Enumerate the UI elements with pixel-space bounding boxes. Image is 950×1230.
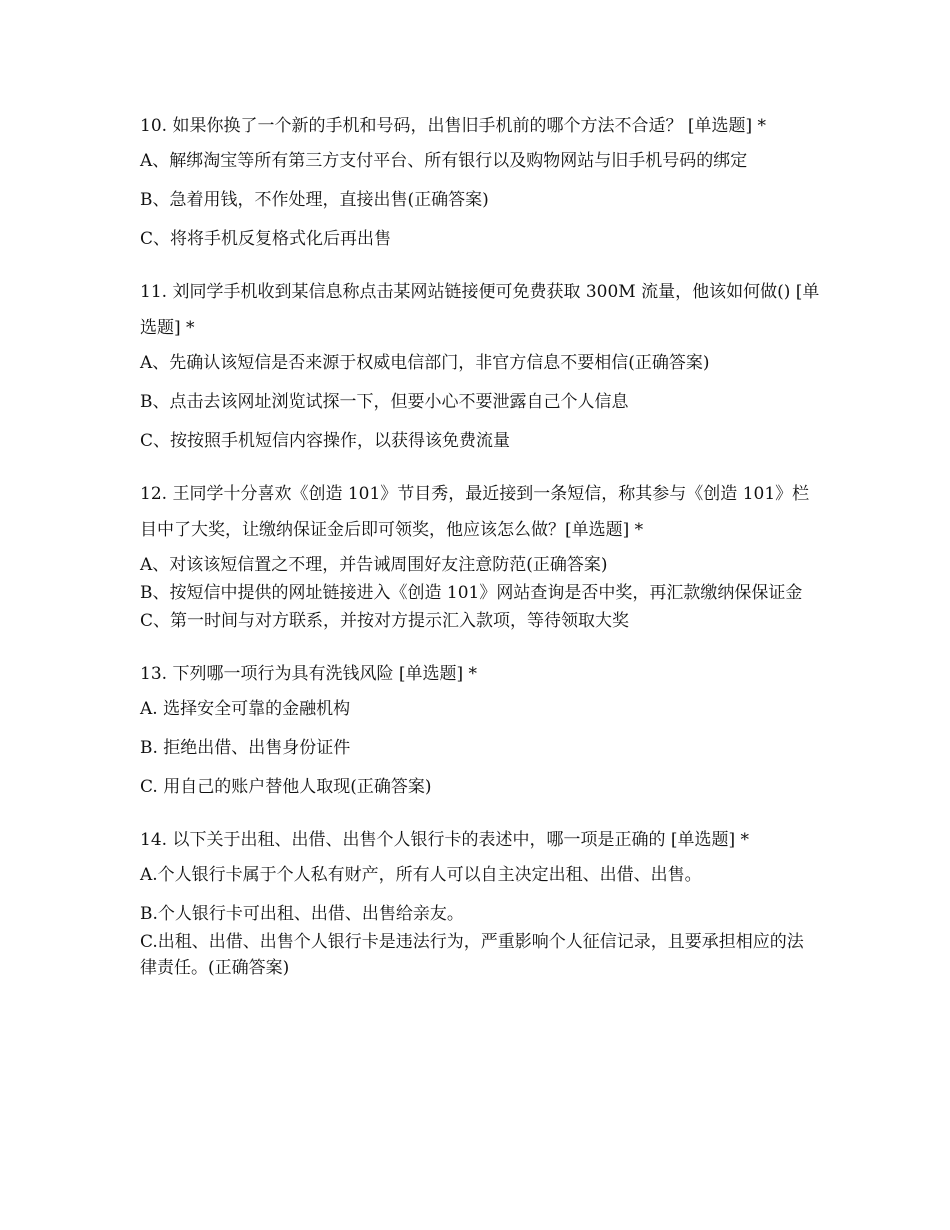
option-b: B、按短信中提供的网址链接进入《创造 101》网站查询是否中奖，再汇款缴纳保保证金 [140, 583, 803, 603]
option-c: C、按按照手机短信内容操作，以获得该免费流量 [140, 431, 511, 451]
question-13 [140, 656, 820, 800]
option-b: B.个人银行卡可出租、出借、出售给亲友。 [140, 904, 464, 924]
option-c: C、第一时间与对方联系，并按对方提示汇入款项，等待领取大奖 [140, 611, 630, 631]
option-a: A、对该该短信置之不理，并告诫周围好友注意防范(正确答案) [140, 555, 608, 575]
option-c: C.出租、出借、出售个人银行卡是违法行为，严重影响个人征信记录，且要承担相应的法律责任。(正确答案) [140, 932, 804, 978]
question-11 [140, 274, 820, 454]
document-page [140, 108, 820, 1003]
question-title: 12. 王同学十分喜欢《创造 101》节目秀，最近接到一条短信，称其参与《创造 101》栏目中了大奖，让缴纳保证金后即可领奖，他应该怎么做？[单选题] * [140, 484, 810, 540]
option-c: C. 用自己的账户替他人取现(正确答案) [140, 777, 432, 797]
question-14 [140, 822, 820, 981]
question-title: 10. 如果你换了一个新的手机和号码，出售旧手机前的哪个方法不合适？ [单选题] * [140, 116, 767, 136]
option-a: A、解绑淘宝等所有第三方支付平台、所有银行以及购物网站与旧手机号码的绑定 [140, 151, 748, 171]
option-a: A.个人银行卡属于个人私有财产，所有人可以自主决定出租、出借、出售。 [140, 865, 702, 885]
option-b: B. 拒绝出借、出售身份证件 [140, 738, 351, 758]
question-title: 11. 刘同学手机收到某信息称点击某网站链接便可免费获取 300M 流量，他该如何做() [单选题] * [140, 282, 820, 338]
option-a: A、先确认该短信是否来源于权威电信部门，非官方信息不要相信(正确答案) [140, 353, 710, 373]
question-10 [140, 108, 820, 252]
option-c: C、将将手机反复格式化后再出售 [140, 229, 392, 249]
option-b: B、点击去该网址浏览试探一下，但要小心不要泄露自己个人信息 [140, 392, 629, 412]
question-title: 14. 以下关于出租、出借、出售个人银行卡的表述中，哪一项是正确的 [单选题] * [140, 830, 750, 850]
question-12 [140, 476, 820, 634]
option-b: B、急着用钱，不作处理，直接出售(正确答案) [140, 190, 489, 210]
question-title: 13. 下列哪一项行为具有洗钱风险 [单选题] * [140, 664, 478, 684]
option-a: A. 选择安全可靠的金融机构 [140, 699, 351, 719]
